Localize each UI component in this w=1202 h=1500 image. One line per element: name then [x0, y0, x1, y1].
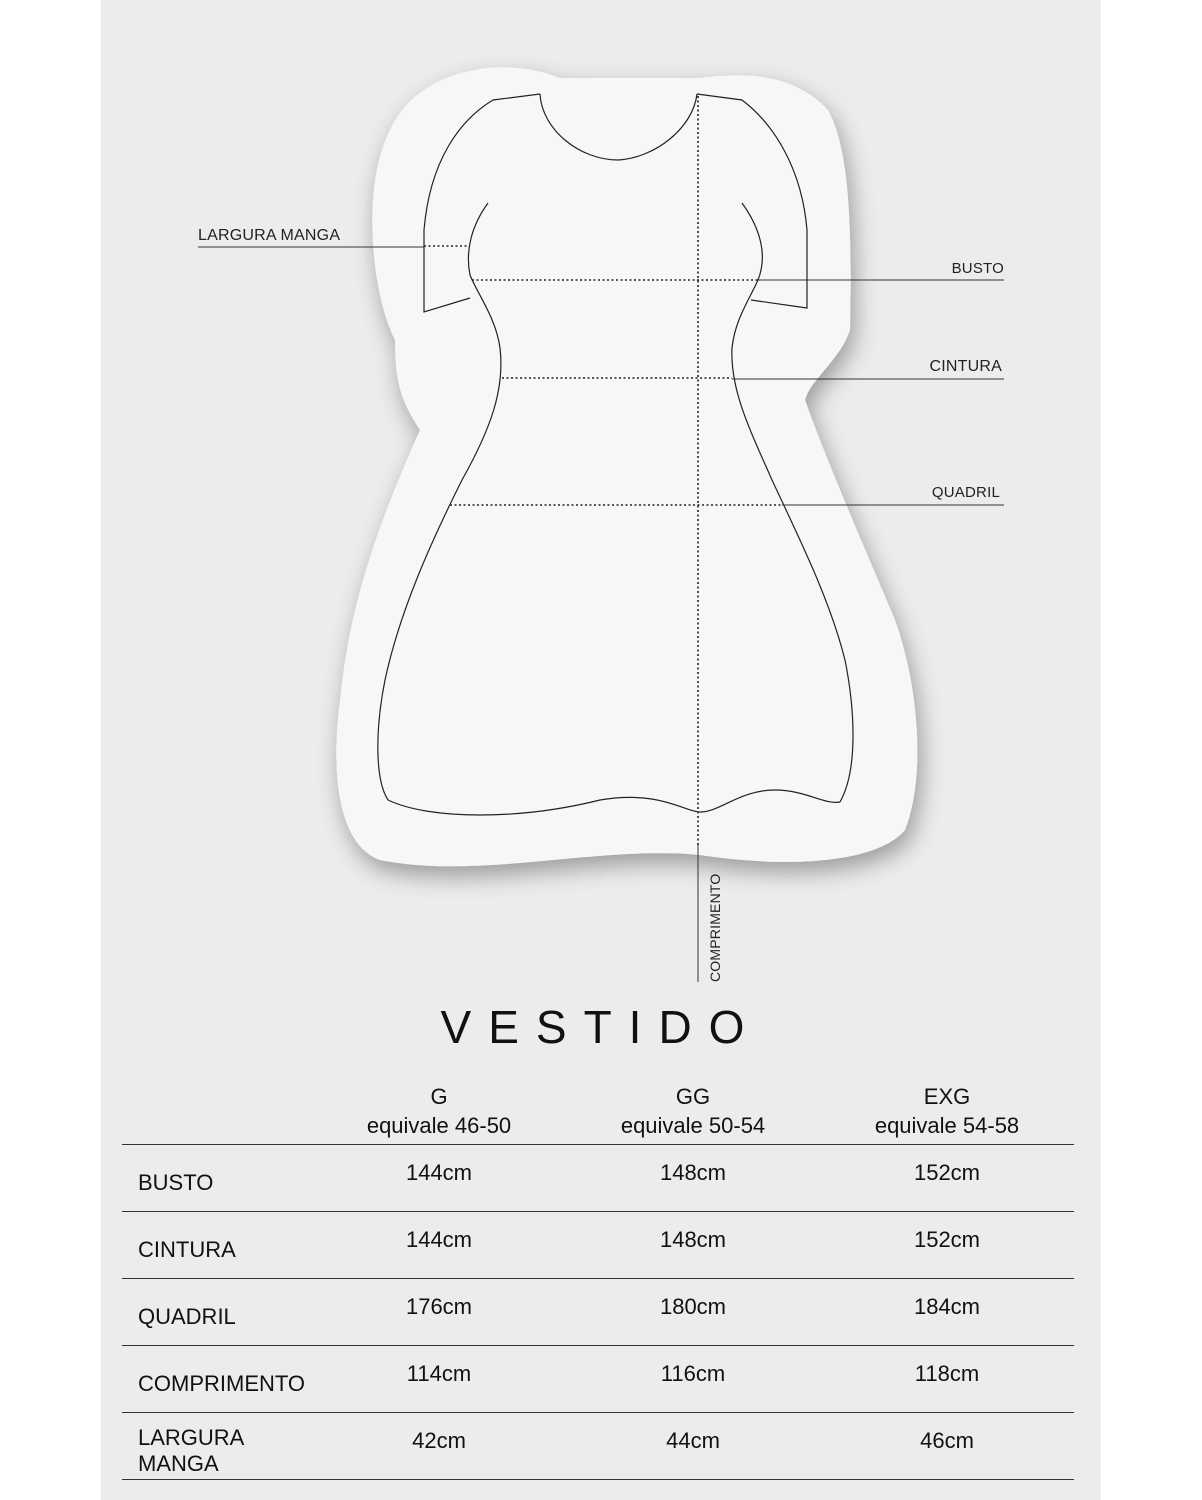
table-cell: 184cm [820, 1279, 1074, 1346]
row-label: CINTURA [122, 1212, 312, 1279]
size-label: GG [675, 1084, 711, 1109]
row-label: COMPRIMENTO [122, 1346, 312, 1413]
table-cell: 118cm [820, 1346, 1074, 1413]
table-cell: 148cm [566, 1145, 820, 1212]
table-row [122, 1413, 1074, 1480]
table-cell: 144cm [312, 1145, 566, 1212]
table-cell: 176cm [312, 1279, 566, 1346]
table-cell: 180cm [566, 1279, 820, 1346]
table-cell: 44cm [566, 1413, 820, 1480]
dress-silhouette [336, 67, 917, 866]
header-empty-cell [122, 1082, 312, 1145]
table-header-row [122, 1082, 1074, 1145]
size-equivalence: equivale 46-50 [366, 1113, 512, 1138]
table-cell: 114cm [312, 1346, 566, 1413]
table-cell: 46cm [820, 1413, 1074, 1480]
table-cell: 152cm [820, 1145, 1074, 1212]
label-quadril: QUADRIL [931, 484, 1000, 501]
label-largura-manga: LARGURA MANGA [198, 227, 341, 244]
row-label: LARGURA MANGA [122, 1413, 312, 1480]
table-row [122, 1212, 1074, 1279]
table-row [122, 1346, 1074, 1413]
label-busto: BUSTO [951, 260, 1004, 277]
header-size-exg [820, 1082, 1074, 1145]
row-label: QUADRIL [122, 1279, 312, 1346]
label-comprimento: COMPRIMENTO [707, 873, 723, 982]
page-title: VESTIDO [440, 1001, 762, 1053]
row-label: BUSTO [122, 1145, 312, 1212]
size-table [122, 1082, 1074, 1480]
table-cell: 42cm [312, 1413, 566, 1480]
size-label: EXG [923, 1084, 971, 1109]
size-label: G [430, 1084, 448, 1109]
table-row [122, 1145, 1074, 1212]
table-cell: 144cm [312, 1212, 566, 1279]
size-equivalence: equivale 54-58 [874, 1113, 1020, 1138]
table-cell: 116cm [566, 1346, 820, 1413]
label-cintura: CINTURA [929, 358, 1002, 375]
table-row [122, 1279, 1074, 1346]
table-cell: 148cm [566, 1212, 820, 1279]
header-size-gg [566, 1082, 820, 1145]
size-equivalence: equivale 50-54 [620, 1113, 766, 1138]
header-size-g [312, 1082, 566, 1145]
table-cell: 152cm [820, 1212, 1074, 1279]
